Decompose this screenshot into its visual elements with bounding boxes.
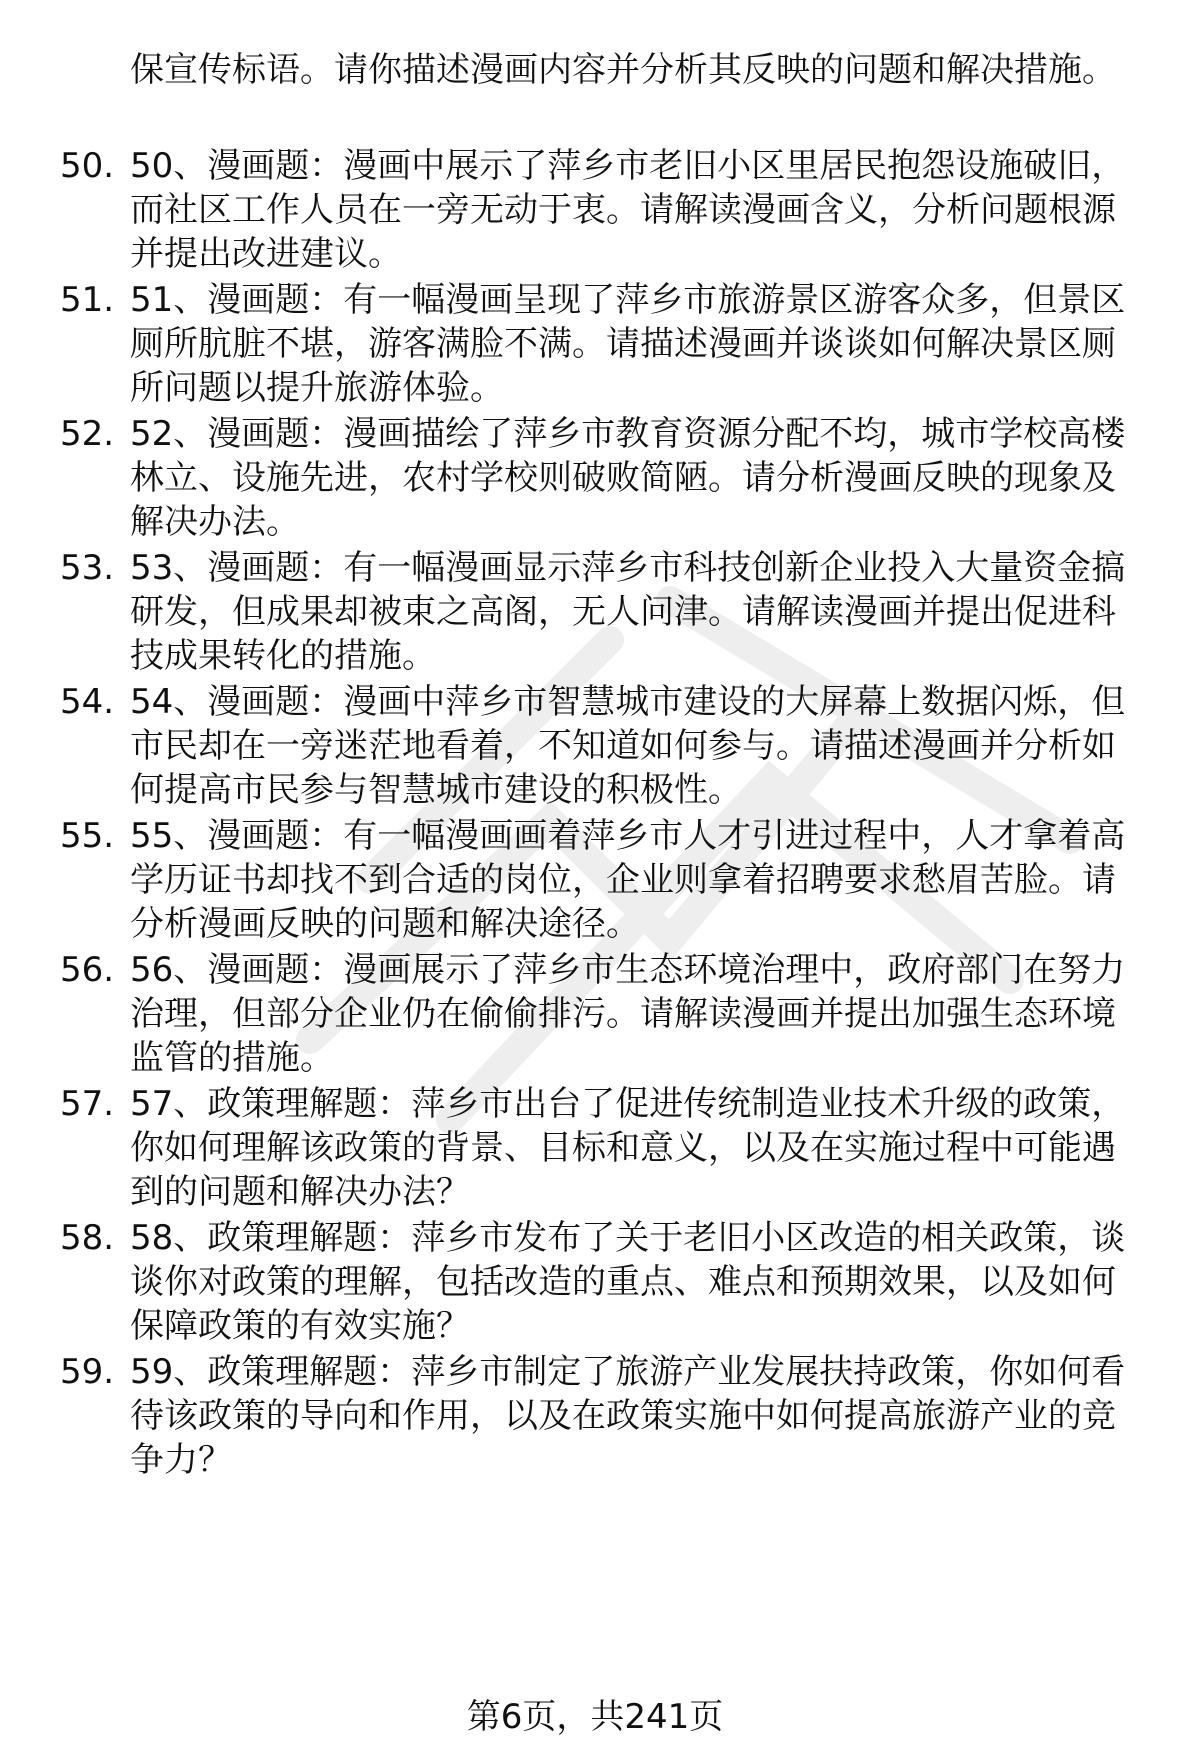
question-item-59 (60, 1350, 1150, 1482)
question-number: 59. (60, 1352, 115, 1392)
question-item-54 (60, 680, 1150, 812)
question-text: 52、漫画题：漫画描绘了萍乡市教育资源分配不均，城市学校高楼林立、设施先进，农村学校则破败简陋。请分析漫画反映的现象及解决办法。 (130, 414, 1126, 542)
question-text: 56、漫画题：漫画展示了萍乡市生态环境治理中，政府部门在努力治理，但部分企业仍在偷偷排污。请解读漫画并提出加强生态环境监管的措施。 (130, 950, 1126, 1078)
question-item-51 (60, 278, 1150, 410)
question-item-57 (60, 1082, 1150, 1214)
question-item-50 (60, 144, 1150, 276)
question-number: 50. (60, 146, 115, 186)
question-text: 54、漫画题：漫画中萍乡市智慧城市建设的大屏幕上数据闪烁，但市民却在一旁迷茫地看着，不知道如何参与。请描述漫画并分析如何提高市民参与智慧城市建设的积极性。 (130, 682, 1126, 810)
question-text: 53、漫画题：有一幅漫画显示萍乡市科技创新企业投入大量资金搞研发，但成果却被束之高阁，无人问津。请解读漫画并提出促进科技成果转化的措施。 (130, 548, 1126, 676)
question-number: 52. (60, 414, 115, 454)
question-item-55 (60, 814, 1150, 946)
continuation-text: 保宣传标语。请你描述漫画内容并分析其反映的问题和解决措施。 (130, 50, 1116, 90)
question-number: 58. (60, 1218, 115, 1258)
question-number: 57. (60, 1084, 115, 1124)
question-text: 50、漫画题：漫画中展示了萍乡市老旧小区里居民抱怨设施破旧，而社区工作人员在一旁无动于衷。请解读漫画含义，分析问题根源并提出改进建议。 (130, 146, 1126, 274)
question-text: 55、漫画题：有一幅漫画画着萍乡市人才引进过程中，人才拿着高学历证书却找不到合适的岗位，企业则拿着招聘要求愁眉苦脸。请分析漫画反映的问题和解决途径。 (130, 816, 1126, 944)
question-text: 59、政策理解题：萍乡市制定了旅游产业发展扶持政策，你如何看待该政策的导向和作用，以及在政策实施中如何提高旅游产业的竞争力？ (130, 1352, 1126, 1480)
question-item-52 (60, 412, 1150, 544)
question-item-53 (60, 546, 1150, 678)
question-text: 57、政策理解题：萍乡市出台了促进传统制造业技术升级的政策，你如何理解该政策的背景、目标和意义，以及在实施过程中可能遇到的问题和解决办法？ (130, 1084, 1126, 1212)
question-number: 55. (60, 816, 115, 856)
question-number: 54. (60, 682, 115, 722)
page-footer: 第6页，共241页 (466, 1697, 724, 1737)
question-text: 58、政策理解题：萍乡市发布了关于老旧小区改造的相关政策，谈谈你对政策的理解，包括改造的重点、难点和预期效果，以及如何保障政策的有效实施？ (130, 1218, 1126, 1346)
question-number: 51. (60, 280, 115, 320)
question-number: 56. (60, 950, 115, 990)
question-item-58 (60, 1216, 1150, 1348)
question-text: 51、漫画题：有一幅漫画呈现了萍乡市旅游景区游客众多，但景区厕所肮脏不堪，游客满脸不满。请描述漫画并谈谈如何解决景区厕所问题以提升旅游体验。 (130, 280, 1126, 408)
question-number: 53. (60, 548, 115, 588)
question-item-56 (60, 948, 1150, 1080)
